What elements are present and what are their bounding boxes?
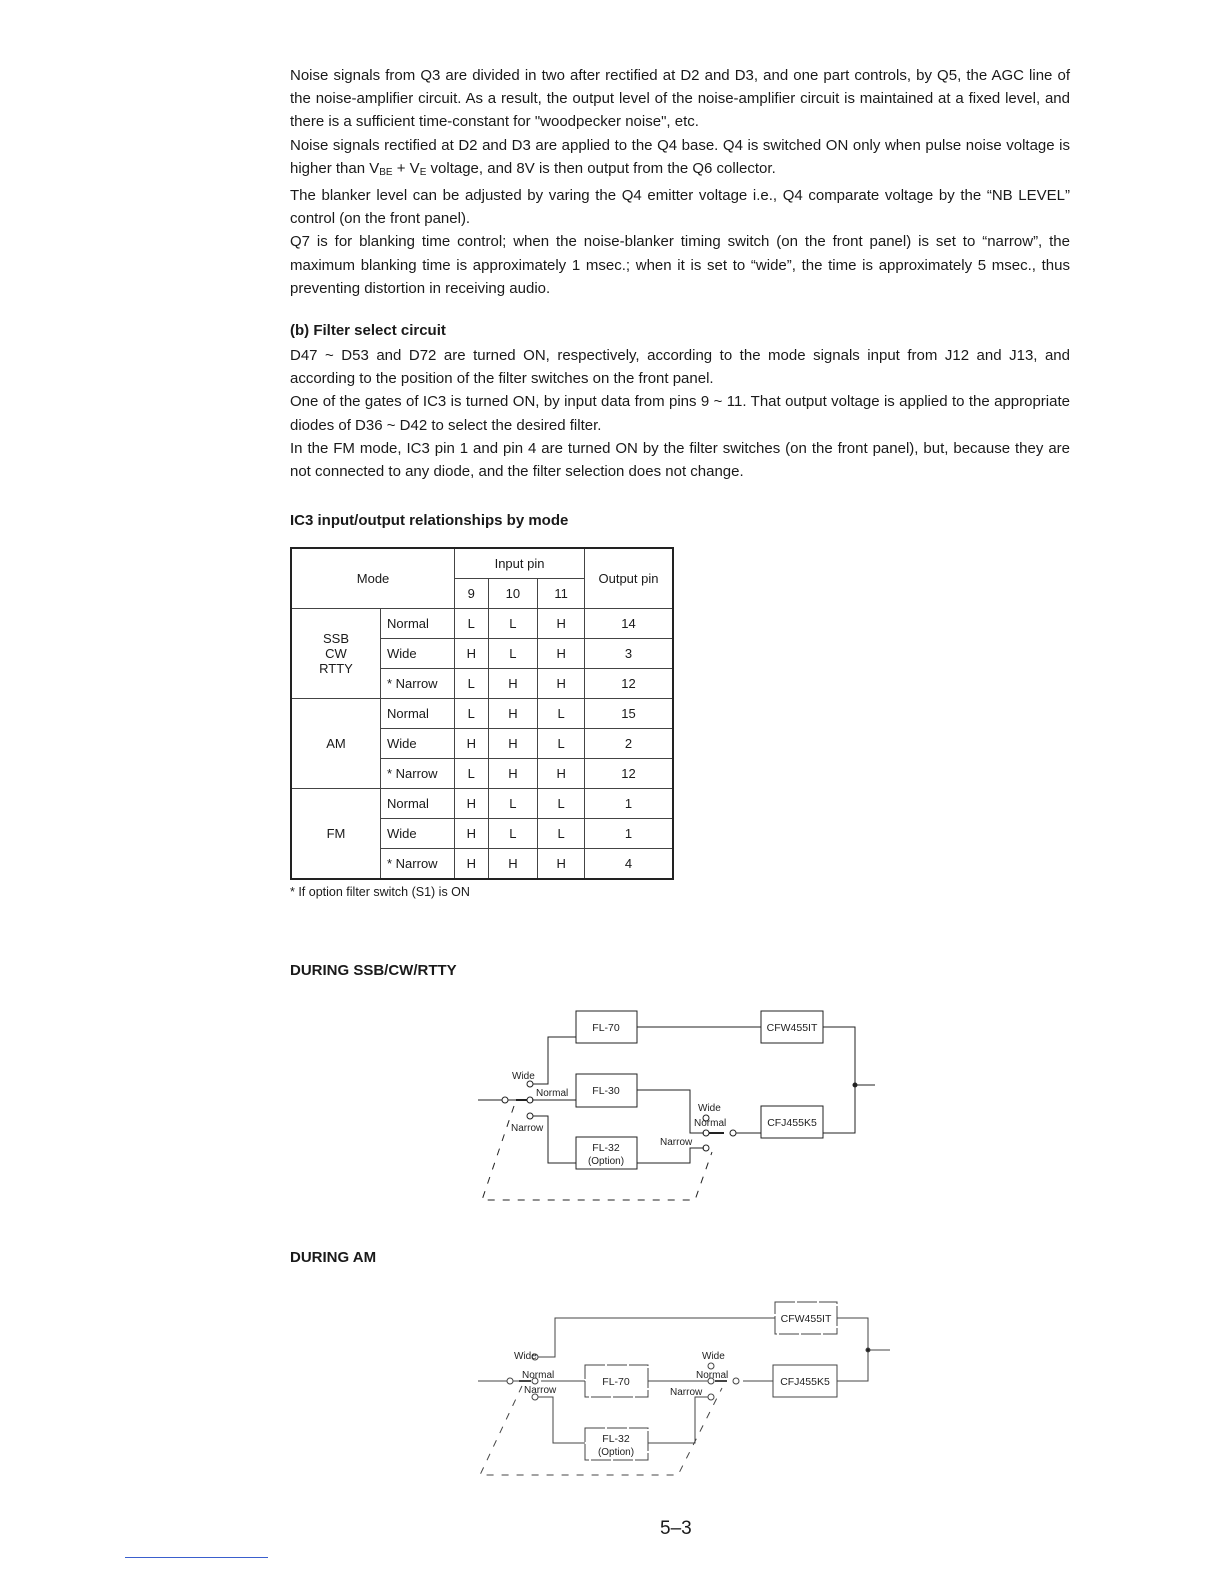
input-pin-cell: H	[488, 729, 538, 759]
output-pin-cell: 14	[585, 609, 674, 639]
input-pin-cell: H	[538, 609, 585, 639]
paragraph: Noise signals from Q3 are divided in two after rectified at D2 and D3, and one part controls, by Q5, the AGC line of the noise-amplifier circuit. As a result, the output level of the noise-amplifier circuit is maintained at a fixed level, and there is a sufficient time-constant for "woodpecker noise", etc.	[290, 67, 1070, 131]
input-pin-cell: H	[538, 639, 585, 669]
diagram-ssb-heading: DURING SSB/CW/RTTY	[290, 962, 457, 979]
output-pin-cell: 3	[585, 639, 674, 669]
mode-cell: * Narrow	[381, 759, 455, 789]
cfj-label: CFJ455K5	[767, 1117, 817, 1129]
mode-cell: Normal	[381, 789, 455, 819]
output-pin-cell: 1	[585, 789, 674, 819]
mode-cell: * Narrow	[381, 849, 455, 880]
header-pin: 10	[488, 579, 538, 609]
output-pin-cell: 15	[585, 699, 674, 729]
mode-group: FM	[291, 789, 381, 880]
paragraph: Noise signals rectified at D2 and D3 are applied to the Q4 base. Q4 is switched ON only when pulse noise voltage is higher than $V_{BE} + V_E$ voltage, and 8V is then output from the Q6 collector.	[290, 136, 1070, 178]
mode-cell: Normal	[381, 609, 455, 639]
fl32-label: FL-32	[602, 1433, 630, 1445]
input-pin-cell: H	[455, 789, 488, 819]
input-pin-cell: H	[538, 759, 585, 789]
cfj-label: CFJ455K5	[780, 1376, 830, 1388]
wide-label: Wide	[514, 1351, 537, 1362]
fl30-label: FL-30	[592, 1085, 620, 1097]
mode-cell: Normal	[381, 699, 455, 729]
mode-group: AM	[291, 699, 381, 789]
input-pin-cell: L	[455, 699, 488, 729]
input-pin-cell: L	[488, 789, 538, 819]
paragraph: The blanker level can be adjusted by varing the Q4 emitter voltage i.e., Q4 comparate voltage by the “NB LEVEL” control (on the front panel).	[290, 187, 1070, 228]
header-input-pin: Input pin	[455, 548, 585, 579]
input-pin-cell: L	[488, 819, 538, 849]
mode-cell: * Narrow	[381, 669, 455, 699]
output-pin-cell: 2	[585, 729, 674, 759]
input-pin-cell: L	[538, 729, 585, 759]
input-pin-cell: H	[488, 669, 538, 699]
narrow-label: Narrow	[511, 1123, 544, 1134]
cfw-label: CFW455IT	[766, 1022, 818, 1034]
normal-label: Normal	[694, 1118, 727, 1129]
header-pin: 11	[538, 579, 585, 609]
input-pin-cell: L	[538, 699, 585, 729]
fl70-label: FL-70	[592, 1022, 620, 1034]
input-pin-cell: L	[538, 819, 585, 849]
normal-label: Normal	[696, 1370, 729, 1381]
input-pin-cell: L	[455, 759, 488, 789]
input-pin-cell: H	[488, 849, 538, 880]
paragraph: One of the gates of IC3 is turned ON, by input data from pins 9 ~ 11. That output voltage is applied to the appropriate diodes of D36 ~ D42 to select the desired filter.	[290, 393, 1070, 434]
input-pin-cell: L	[538, 789, 585, 819]
mode-cell: Wide	[381, 729, 455, 759]
divider	[125, 1557, 268, 1558]
input-pin-cell: L	[455, 609, 488, 639]
input-pin-cell: H	[455, 639, 488, 669]
mode-cell: Wide	[381, 639, 455, 669]
cfw-label: CFW455IT	[780, 1313, 832, 1325]
input-pin-cell: H	[455, 729, 488, 759]
narrow-label: Narrow	[670, 1387, 703, 1398]
diagram-am-heading: DURING AM	[290, 1249, 377, 1266]
output-pin-cell: 1	[585, 819, 674, 849]
paragraph: In the FM mode, IC3 pin 1 and pin 4 are turned ON by the filter switches (on the front panel), but, because they are not connected to any diode, and the filter selection does not change.	[290, 439, 1070, 481]
wide-label: Wide	[698, 1103, 721, 1114]
header-pin: 9	[455, 579, 488, 609]
table-title: IC3 input/output relationships by mode	[290, 512, 569, 529]
narrow-label: Narrow	[524, 1385, 557, 1396]
paragraph: Q7 is for blanking time control; when the noise-blanker timing switch (on the front panel) is set to “narrow”, the maximum blanking time is approximately 1 msec.; when it is set to “wide”, the time is approximately 5 msec., thus preventing distortion in receiving audio.	[290, 233, 1070, 297]
header-mode: Mode	[291, 548, 455, 609]
fl32-label: FL-32	[592, 1142, 620, 1154]
input-pin-cell: H	[488, 699, 538, 729]
output-pin-cell: 12	[585, 759, 674, 789]
mode-group: SSB CW RTTY	[291, 609, 381, 699]
option-label: (Option)	[587, 1156, 625, 1167]
mode-cell: Wide	[381, 819, 455, 849]
diagram-am	[478, 1302, 890, 1475]
table-footnote: * If option filter switch (S1) is ON	[290, 885, 470, 899]
input-pin-cell: H	[538, 849, 585, 880]
input-pin-cell: L	[488, 609, 538, 639]
input-pin-cell: H	[488, 759, 538, 789]
input-pin-cell: L	[488, 639, 538, 669]
input-pin-cell: L	[455, 669, 488, 699]
input-pin-cell: H	[455, 849, 488, 880]
narrow-label: Narrow	[660, 1137, 693, 1148]
option-label: (Option)	[597, 1447, 635, 1458]
wide-label: Wide	[512, 1071, 535, 1082]
section-b-heading: (b) Filter select circuit	[290, 322, 446, 339]
output-pin-cell: 12	[585, 669, 674, 699]
normal-label: Normal	[536, 1088, 569, 1099]
normal-label: Normal	[522, 1370, 555, 1381]
wide-label: Wide	[702, 1351, 725, 1362]
fl70-label: FL-70	[602, 1376, 630, 1388]
paragraph: D47 ~ D53 and D72 are turned ON, respectively, according to the mode signals input from J12 and J13, and according to the position of the filter switches on the front panel.	[290, 347, 1070, 388]
output-pin-cell: 4	[585, 849, 674, 880]
input-pin-cell: H	[455, 819, 488, 849]
page-number: 5–3	[660, 1518, 692, 1539]
header-output-pin: Output pin	[585, 548, 674, 609]
diagram-ssb	[478, 1011, 875, 1200]
input-pin-cell: H	[538, 669, 585, 699]
